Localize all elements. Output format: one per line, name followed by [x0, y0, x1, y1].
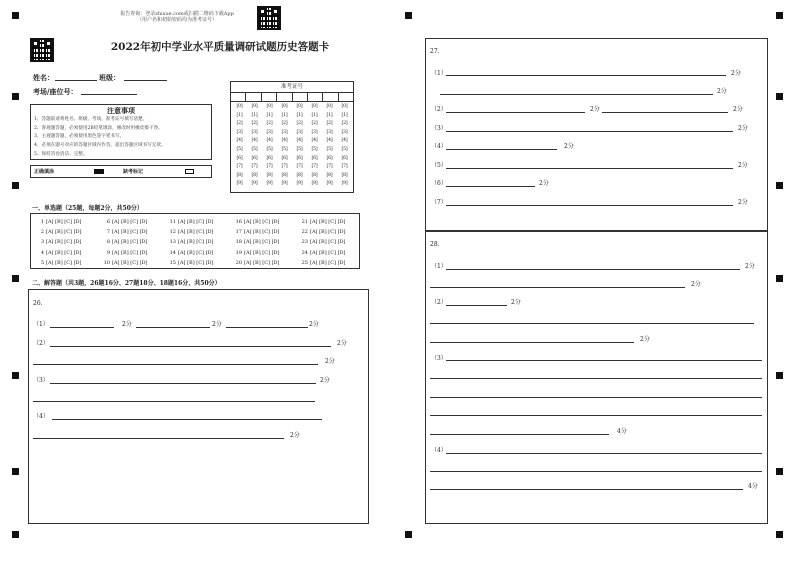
- choice-number: 15: [169, 259, 176, 266]
- admission-title: 准考证号: [231, 82, 353, 93]
- admission-digit-bubble[interactable]: [9]: [281, 181, 288, 187]
- choice-options[interactable]: [A] [B] [C] [D]: [46, 239, 82, 246]
- choice-options[interactable]: [A] [B] [C] [D]: [178, 249, 214, 256]
- admission-entry-row: [231, 93, 353, 102]
- timing-mark: [12, 531, 19, 538]
- choice-item[interactable]: [36, 239, 102, 249]
- fill-legend: [30, 165, 212, 178]
- q27-part-label: （4）: [431, 143, 447, 150]
- admission-digit-bubble[interactable]: [1]: [281, 112, 288, 118]
- answer-line[interactable]: [33, 401, 315, 402]
- choice-item[interactable]: [102, 260, 168, 270]
- admission-digit-bubble[interactable]: [9]: [311, 181, 318, 187]
- score-label: 2分: [320, 377, 330, 384]
- q28-part-label: （3）: [431, 355, 447, 362]
- admission-digit-bubble[interactable]: [0]: [341, 104, 348, 109]
- score-label: 4分: [617, 428, 627, 435]
- answer-line[interactable]: [430, 489, 743, 490]
- choice-item[interactable]: [102, 239, 168, 249]
- choice-item[interactable]: [102, 229, 168, 239]
- choice-item[interactable]: [168, 250, 234, 260]
- choice-options[interactable]: [A] [B] [C] [D]: [46, 259, 82, 266]
- choice-number: 7: [106, 229, 110, 236]
- choice-number: 18: [235, 239, 242, 246]
- choice-item[interactable]: [36, 260, 102, 270]
- admission-digit-bubble[interactable]: [7]: [341, 164, 348, 170]
- admission-digit-bubble[interactable]: [4]: [251, 138, 258, 144]
- admission-digit-bubble[interactable]: [0]: [281, 104, 288, 109]
- answer-line[interactable]: [430, 434, 609, 435]
- notice-item: 5、保持答卷清洁、完整。: [34, 151, 88, 157]
- timing-mark: [12, 468, 19, 475]
- admission-number-box: [230, 81, 354, 193]
- score-label: 2分: [564, 143, 574, 150]
- score-label: 2分: [539, 180, 549, 187]
- choice-options[interactable]: [A] [B] [C] [D]: [112, 229, 148, 236]
- timing-mark: [12, 93, 19, 100]
- admission-digit-bubble[interactable]: [8]: [311, 172, 318, 178]
- admission-digit-column: [308, 103, 321, 189]
- score-label: 2分: [309, 321, 319, 328]
- choice-number: 22: [301, 229, 308, 236]
- admission-digit-column: [248, 103, 261, 189]
- choice-number: 11: [169, 219, 176, 225]
- correct-fill-label: 正确填涂: [34, 169, 55, 175]
- q27-number: 27.: [430, 48, 440, 55]
- choice-options[interactable]: [A] [B] [C] [D]: [178, 239, 214, 246]
- admission-digit-bubble[interactable]: [3]: [296, 129, 303, 135]
- choice-options[interactable]: [A] [B] [C] [D]: [178, 259, 214, 266]
- score-label: 2分: [738, 162, 748, 169]
- correct-fill-sample: [94, 169, 104, 174]
- score-label: 2分: [738, 125, 748, 132]
- score-label: 2分: [733, 106, 743, 113]
- admission-digit-bubble[interactable]: [9]: [251, 181, 258, 187]
- answer-line[interactable]: [446, 453, 762, 454]
- admission-digit-bubble[interactable]: [2]: [296, 121, 303, 127]
- admission-digit-bubble[interactable]: [2]: [251, 121, 258, 127]
- admission-digit-bubble[interactable]: [7]: [311, 164, 318, 170]
- admission-digit-bubble[interactable]: [7]: [281, 164, 288, 170]
- admission-digit-bubble[interactable]: [9]: [296, 181, 303, 187]
- admission-digit-bubble[interactable]: [8]: [341, 172, 348, 178]
- name-field[interactable]: [55, 80, 97, 81]
- score-label: 4分: [748, 483, 758, 490]
- admission-digit-bubble[interactable]: [1]: [296, 112, 303, 118]
- q28-part-label: （4）: [431, 447, 447, 454]
- notice-item: 1、答题前请将姓名、班级、考场、准考证号填写清楚。: [34, 117, 148, 122]
- admission-digit-bubble[interactable]: [5]: [296, 146, 303, 152]
- choice-options[interactable]: [A] [B] [C] [D]: [310, 219, 346, 225]
- answer-line[interactable]: [226, 327, 308, 328]
- answer-line[interactable]: [446, 205, 733, 206]
- answer-line[interactable]: [430, 342, 634, 343]
- choice-number: 19: [235, 249, 242, 256]
- answer-line[interactable]: [136, 327, 210, 328]
- choice-options[interactable]: [A] [B] [C] [D]: [310, 239, 346, 246]
- choice-number: 5: [40, 259, 44, 266]
- answer-line[interactable]: [446, 269, 740, 270]
- answer-line[interactable]: [446, 305, 507, 306]
- choice-number: 20: [235, 259, 242, 266]
- admission-digit-bubble[interactable]: [5]: [266, 146, 273, 152]
- class-label: 班级：: [99, 73, 120, 82]
- admission-digit-bubble[interactable]: [1]: [326, 112, 333, 118]
- admission-digit-bubble[interactable]: [1]: [341, 112, 348, 118]
- student-qr-code: [30, 38, 54, 62]
- q26-number: 26.: [33, 300, 43, 307]
- score-label: 2分: [731, 70, 741, 77]
- choice-number: 4: [40, 249, 44, 256]
- answer-line[interactable]: [52, 419, 322, 420]
- choice-options[interactable]: [A] [B] [C] [D]: [112, 259, 148, 266]
- admission-digit-column: [263, 103, 276, 189]
- choice-number: 12: [169, 229, 176, 236]
- admission-digit-bubble[interactable]: [8]: [266, 172, 273, 178]
- choice-number: 14: [169, 249, 176, 256]
- choice-options[interactable]: [A] [B] [C] [D]: [46, 249, 82, 256]
- admission-digit-bubble[interactable]: [1]: [236, 112, 243, 118]
- q26-part-label: （1）: [33, 321, 49, 328]
- score-label: 2分: [325, 358, 335, 365]
- sheet-title: 2022年初中学业水平质量调研试题历史答题卡: [110, 41, 330, 53]
- choice-item[interactable]: [102, 219, 168, 229]
- timing-mark: [776, 372, 783, 379]
- choice-number: 13: [169, 239, 176, 246]
- admission-digit-bubble[interactable]: [9]: [326, 181, 333, 187]
- score-label: 2分: [745, 263, 755, 270]
- answer-line[interactable]: [446, 360, 762, 361]
- choice-item[interactable]: [300, 260, 366, 270]
- admission-digit-column: [278, 103, 291, 189]
- choice-item[interactable]: [168, 229, 234, 239]
- q27-part-label: （2）: [431, 106, 447, 113]
- q28-part-label: （1）: [431, 263, 447, 270]
- admission-digit-bubble[interactable]: [9]: [236, 181, 243, 187]
- admission-digit-bubble[interactable]: [1]: [311, 112, 318, 118]
- admission-digit-bubble[interactable]: [0]: [266, 104, 273, 109]
- choice-options[interactable]: [A] [B] [C] [D]: [112, 239, 148, 246]
- admission-digit-bubble[interactable]: [6]: [341, 155, 348, 161]
- timing-mark: [12, 182, 19, 189]
- answer-line[interactable]: [446, 168, 733, 169]
- admission-digit-column: [293, 103, 306, 189]
- score-label: 2分: [640, 336, 650, 343]
- admission-digit-column: [233, 103, 246, 189]
- choice-item[interactable]: [234, 250, 300, 260]
- choice-number: 25: [301, 259, 308, 266]
- answer-line[interactable]: [446, 186, 535, 187]
- timing-mark: [12, 12, 19, 19]
- choice-options[interactable]: [A] [B] [C] [D]: [310, 249, 346, 256]
- admission-digit-bubble[interactable]: [7]: [266, 164, 273, 170]
- admission-digit-bubble[interactable]: [6]: [296, 155, 303, 161]
- admission-digit-bubble[interactable]: [8]: [281, 172, 288, 178]
- score-label: 2分: [337, 340, 347, 347]
- admission-digit-bubble[interactable]: [9]: [341, 181, 348, 187]
- notice-title: 注意事项: [107, 106, 135, 115]
- choice-options[interactable]: [A] [B] [C] [D]: [244, 219, 280, 225]
- admission-digit-bubble[interactable]: [6]: [326, 155, 333, 161]
- absent-mark-label: 缺考标记: [123, 169, 144, 175]
- report-note-line: （用户名和初始密码均为准考证号）: [136, 17, 217, 23]
- choice-number: 10: [103, 259, 110, 266]
- timing-mark: [776, 93, 783, 100]
- admission-digit-bubble[interactable]: [7]: [296, 164, 303, 170]
- admission-digit-bubble[interactable]: [2]: [341, 121, 348, 127]
- admission-digit-bubble[interactable]: [0]: [311, 104, 318, 109]
- admission-digit-column: [323, 103, 336, 189]
- admission-digit-bubble[interactable]: [2]: [236, 121, 243, 127]
- name-label: 姓名：: [33, 73, 54, 82]
- section1-title: 一、单选题（25题，每题2分，共50分）: [32, 205, 143, 212]
- admission-digit-bubble[interactable]: [4]: [281, 138, 288, 144]
- timing-mark: [405, 12, 412, 19]
- admission-digit-columns: [231, 102, 353, 190]
- admission-digit-bubble[interactable]: [5]: [326, 146, 333, 152]
- admission-digit-bubble[interactable]: [5]: [311, 146, 318, 152]
- choice-number: 21: [301, 219, 308, 225]
- score-label: 2分: [691, 281, 701, 288]
- admission-digit-bubble[interactable]: [6]: [281, 155, 288, 161]
- choice-options[interactable]: [A] [B] [C] [D]: [244, 259, 280, 266]
- admission-digit-bubble[interactable]: [8]: [251, 172, 258, 178]
- admission-digit-bubble[interactable]: [5]: [341, 146, 348, 152]
- choice-item[interactable]: [36, 250, 102, 260]
- choice-item[interactable]: [168, 260, 234, 270]
- admission-digit-bubble[interactable]: [4]: [296, 138, 303, 144]
- admission-digit-bubble[interactable]: [8]: [296, 172, 303, 178]
- choice-item[interactable]: [102, 250, 168, 260]
- score-label: 2分: [590, 106, 600, 113]
- admission-digit-bubble[interactable]: [3]: [236, 129, 243, 135]
- q27-part-label: （3）: [431, 125, 447, 132]
- choice-options[interactable]: [A] [B] [C] [D]: [244, 239, 280, 246]
- admission-digit-bubble[interactable]: [5]: [236, 146, 243, 152]
- q27-part-label: （5）: [431, 162, 447, 169]
- score-label: 2分: [290, 432, 300, 439]
- choice-options[interactable]: [A] [B] [C] [D]: [178, 219, 214, 225]
- answer-line[interactable]: [430, 397, 762, 398]
- choice-item[interactable]: [168, 219, 234, 229]
- admission-digit-bubble[interactable]: [4]: [311, 138, 318, 144]
- admission-digit-bubble[interactable]: [8]: [236, 172, 243, 178]
- report-note-line: 报告查询：登录zhixue.com或扫描二维码下载App: [120, 11, 234, 17]
- admission-digit-bubble[interactable]: [3]: [266, 129, 273, 135]
- choice-item[interactable]: [234, 239, 300, 249]
- admission-digit-bubble[interactable]: [6]: [251, 155, 258, 161]
- answer-line[interactable]: [430, 471, 762, 472]
- timing-mark: [776, 468, 783, 475]
- admission-digit-bubble[interactable]: [0]: [236, 104, 243, 109]
- q28-number: 28.: [430, 241, 440, 248]
- answer-line[interactable]: [33, 364, 318, 365]
- choice-number: 9: [106, 249, 110, 256]
- choice-item[interactable]: [36, 229, 102, 239]
- answer-line[interactable]: [602, 112, 728, 113]
- q27-part-label: （7）: [431, 199, 447, 206]
- answer-line[interactable]: [430, 287, 685, 288]
- q27-part-label: （6）: [431, 180, 447, 187]
- admission-digit-bubble[interactable]: [0]: [326, 104, 333, 109]
- admission-digit-bubble[interactable]: [2]: [311, 121, 318, 127]
- choice-options[interactable]: [A] [B] [C] [D]: [112, 249, 148, 256]
- q28-part-label: （2）: [431, 299, 447, 306]
- score-label: 2分: [511, 299, 521, 306]
- admission-digit-bubble[interactable]: [5]: [251, 146, 258, 152]
- notice-box: [30, 104, 212, 160]
- admission-digit-bubble[interactable]: [4]: [236, 138, 243, 144]
- admission-digit-bubble[interactable]: [6]: [236, 155, 243, 161]
- download-qr-code: [257, 6, 281, 30]
- choice-number: 24: [301, 249, 308, 256]
- choice-number: 8: [106, 239, 110, 246]
- score-label: 2分: [738, 199, 748, 206]
- admission-digit-bubble[interactable]: [0]: [251, 104, 258, 109]
- admission-digit-bubble[interactable]: [1]: [251, 112, 258, 118]
- choice-item[interactable]: [234, 229, 300, 239]
- score-label: 2分: [122, 321, 132, 328]
- admission-digit-bubble[interactable]: [2]: [281, 121, 288, 127]
- choice-options[interactable]: [A] [B] [C] [D]: [310, 259, 346, 266]
- choice-number: 16: [235, 219, 242, 225]
- admission-digit-bubble[interactable]: [4]: [341, 138, 348, 144]
- answer-line[interactable]: [446, 75, 726, 76]
- choice-item[interactable]: [168, 239, 234, 249]
- answer-line[interactable]: [446, 131, 733, 132]
- timing-mark: [776, 12, 783, 19]
- admission-digit-bubble[interactable]: [3]: [311, 129, 318, 135]
- answer-line[interactable]: [430, 323, 754, 324]
- admission-digit-bubble[interactable]: [4]: [326, 138, 333, 144]
- admission-digit-bubble[interactable]: [7]: [326, 164, 333, 170]
- choice-item[interactable]: [300, 219, 366, 229]
- q26-part-label: （2）: [33, 340, 49, 347]
- choice-item[interactable]: [300, 239, 366, 249]
- seat-label: 考场/座位号：: [33, 87, 78, 96]
- timing-mark: [12, 372, 19, 379]
- q27-part-label: （1）: [431, 70, 447, 77]
- absent-mark-checkbox[interactable]: [185, 169, 194, 174]
- choice-options[interactable]: [A] [B] [C] [D]: [46, 229, 82, 236]
- answer-line[interactable]: [50, 327, 114, 328]
- notice-item: 3、主观题答题，必须使用黑色签字笔书写。: [34, 134, 125, 140]
- admission-digit-bubble[interactable]: [2]: [326, 121, 333, 127]
- q26-part-label: （3）: [33, 377, 49, 384]
- choice-options[interactable]: [A] [B] [C] [D]: [178, 229, 214, 236]
- choice-item[interactable]: [36, 219, 102, 229]
- section2-title: 二、解答题（共3题，26题16分、27题18分、18题16分，共50分）: [32, 280, 221, 287]
- choice-options[interactable]: [A] [B] [C] [D]: [244, 229, 280, 236]
- timing-mark: [12, 275, 19, 282]
- admission-digit-bubble[interactable]: [7]: [236, 164, 243, 170]
- q27-box: [425, 38, 768, 231]
- admission-digit-bubble[interactable]: [6]: [266, 155, 273, 161]
- seat-field[interactable]: [81, 94, 137, 95]
- timing-mark: [776, 531, 783, 538]
- timing-mark: [776, 275, 783, 282]
- admission-digit-bubble[interactable]: [3]: [326, 129, 333, 135]
- choice-grid: [36, 219, 366, 270]
- notice-item: 4、必须在题号对应的答题区域内作答，超出答题区域书写无效。: [34, 143, 166, 149]
- choice-item[interactable]: [234, 219, 300, 229]
- choice-number: 3: [40, 239, 44, 246]
- answer-line[interactable]: [33, 438, 284, 439]
- answer-line[interactable]: [50, 383, 316, 384]
- score-label: 2分: [212, 321, 222, 328]
- answer-line[interactable]: [446, 149, 557, 150]
- answer-line[interactable]: [430, 415, 762, 416]
- admission-digit-bubble[interactable]: [7]: [251, 164, 258, 170]
- q26-part-label: （4）: [33, 413, 49, 420]
- answer-line[interactable]: [50, 346, 331, 347]
- choice-options[interactable]: [A] [B] [C] [D]: [244, 249, 280, 256]
- choice-number: 17: [235, 229, 242, 236]
- admission-digit-bubble[interactable]: [3]: [341, 129, 348, 135]
- admission-digit-bubble[interactable]: [6]: [311, 155, 318, 161]
- admission-digit-bubble[interactable]: [3]: [281, 129, 288, 135]
- admission-digit-bubble[interactable]: [3]: [251, 129, 258, 135]
- choice-number: 2: [40, 229, 44, 236]
- notice-item: 2、客观题答题，必须使用2B铅笔填涂，修改时用橡皮擦干净。: [34, 125, 163, 131]
- answer-line[interactable]: [430, 378, 762, 379]
- admission-digit-bubble[interactable]: [2]: [266, 121, 273, 127]
- choice-options[interactable]: [A] [B] [C] [D]: [310, 229, 346, 236]
- admission-digit-bubble[interactable]: [0]: [296, 104, 303, 109]
- admission-digit-bubble[interactable]: [9]: [266, 181, 273, 187]
- admission-digit-column: [338, 103, 351, 189]
- admission-digit-bubble[interactable]: [4]: [266, 138, 273, 144]
- admission-digit-bubble[interactable]: [1]: [266, 112, 273, 118]
- answer-line[interactable]: [446, 112, 585, 113]
- timing-mark: [405, 531, 412, 538]
- score-label: 2分: [717, 88, 727, 95]
- admission-digit-bubble[interactable]: [8]: [326, 172, 333, 178]
- report-note: [112, 11, 242, 23]
- admission-digit-bubble[interactable]: [5]: [281, 146, 288, 152]
- choice-number: 1: [40, 219, 44, 225]
- answer-line[interactable]: [440, 94, 713, 95]
- choice-number: 23: [301, 239, 308, 246]
- timing-mark: [776, 182, 783, 189]
- choice-item[interactable]: [234, 260, 300, 270]
- choice-number: 6: [106, 219, 110, 225]
- choice-item[interactable]: [300, 250, 366, 260]
- choice-options[interactable]: [A] [B] [C] [D]: [46, 219, 82, 225]
- choice-item[interactable]: [300, 229, 366, 239]
- choice-options[interactable]: [A] [B] [C] [D]: [112, 219, 148, 225]
- class-field[interactable]: [124, 80, 167, 81]
